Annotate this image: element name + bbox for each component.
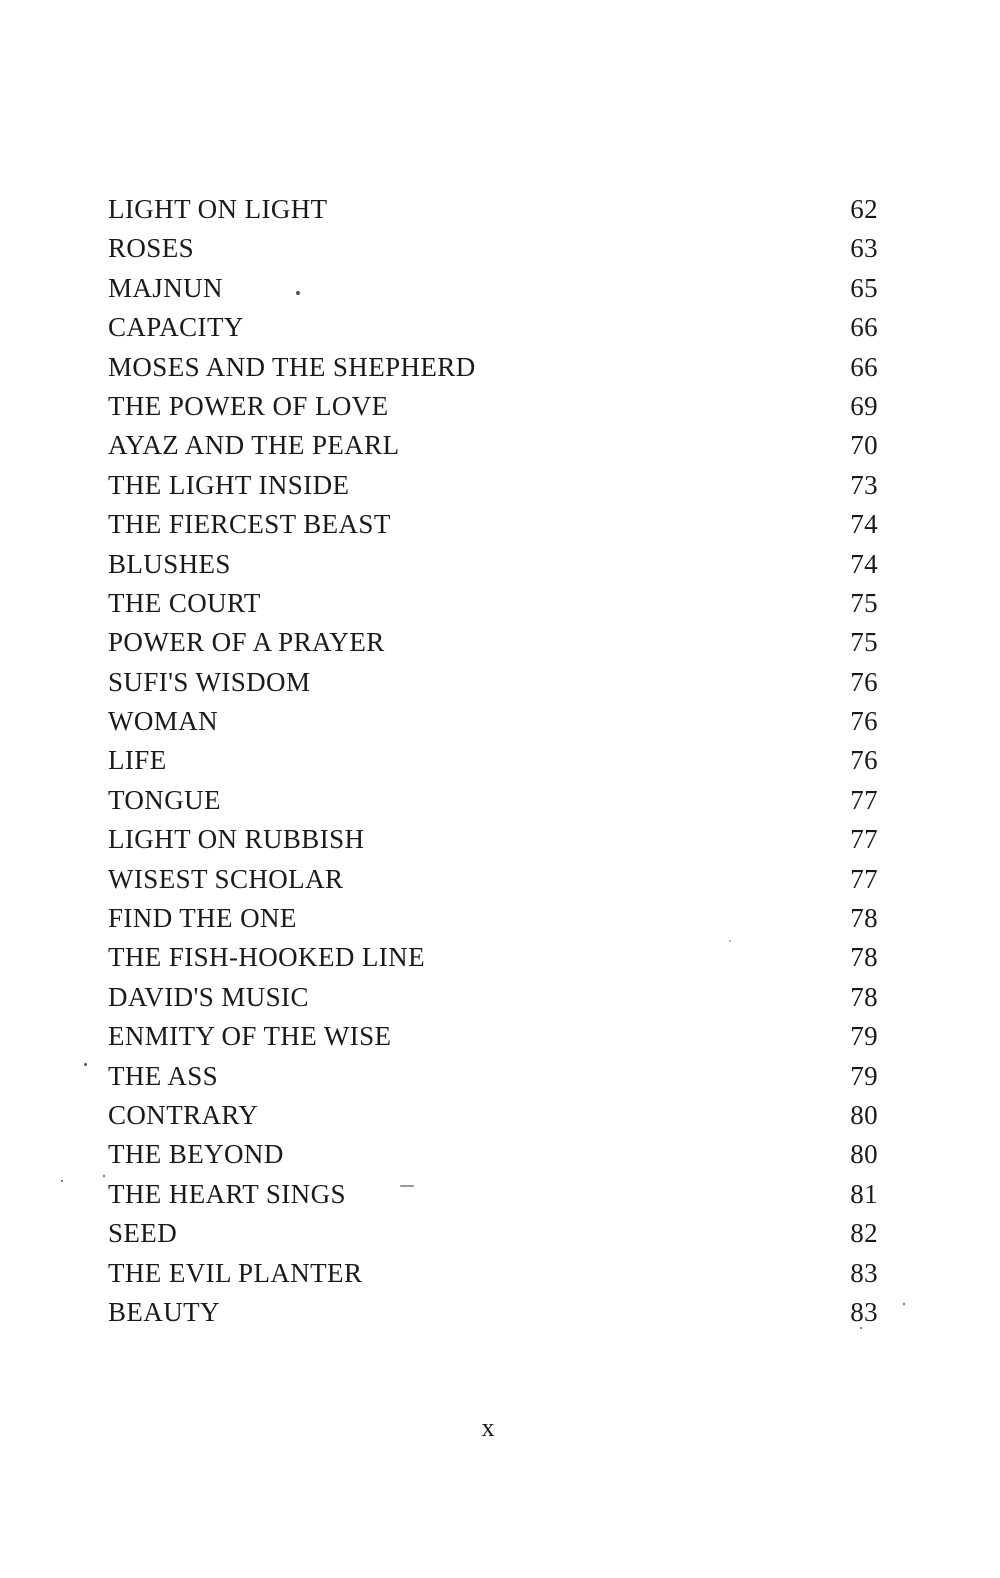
toc-entry	[108, 1017, 878, 1056]
toc-entry-page-number: 70	[850, 430, 878, 461]
toc-entry	[108, 1214, 878, 1253]
scan-speck	[400, 1185, 414, 1187]
toc-entry	[108, 1175, 878, 1214]
toc-entry-title: AYAZ AND THE PEARL	[108, 430, 400, 461]
toc-entry	[108, 820, 878, 859]
toc-entry-page-number: 66	[850, 312, 878, 343]
toc-entry-page-number: 75	[850, 587, 878, 618]
toc-entry-title: THE EVIL PLANTER	[108, 1257, 363, 1288]
toc-entry-title: BLUSHES	[108, 548, 231, 579]
toc-entry-page-number: 74	[850, 548, 878, 579]
toc-entry-title: LIGHT ON RUBBISH	[108, 824, 365, 855]
toc-entry	[108, 663, 878, 702]
toc-entry	[108, 1254, 878, 1293]
toc-entry-title: POWER OF A PRAYER	[108, 627, 385, 658]
toc-entry	[108, 1096, 878, 1135]
toc-entry	[108, 702, 878, 741]
toc-entry-title: BEAUTY	[108, 1296, 220, 1327]
toc-entry-title: SUFI'S WISDOM	[108, 666, 311, 697]
toc-entry-page-number: 76	[850, 745, 878, 776]
toc-entry-title: TONGUE	[108, 784, 221, 815]
toc-entry-page-number: 77	[850, 784, 878, 815]
toc-entry-title: FIND THE ONE	[108, 903, 297, 934]
page-number: x	[481, 1413, 495, 1442]
toc-entry-title: THE LIGHT INSIDE	[108, 469, 350, 500]
toc-entry-page-number: 76	[850, 706, 878, 737]
toc-entry-page-number: 82	[850, 1218, 878, 1249]
toc-entry-page-number: 73	[850, 469, 878, 500]
scan-speck	[103, 1175, 105, 1177]
toc-entry	[108, 387, 878, 426]
toc-entry-page-number: 79	[850, 1021, 878, 1052]
toc-entry-page-number: 77	[850, 863, 878, 894]
toc-entry-title: CAPACITY	[108, 312, 244, 343]
toc-entry-page-number: 74	[850, 509, 878, 540]
toc-entry	[108, 190, 878, 229]
toc-entry	[108, 978, 878, 1017]
scan-speck	[84, 1063, 87, 1066]
toc-entry-title: LIGHT ON LIGHT	[108, 194, 328, 224]
toc-entry-title: DAVID'S MUSIC	[108, 981, 309, 1012]
toc-entry-page-number: 77	[850, 824, 878, 855]
toc-entry-title: WOMAN	[108, 706, 218, 737]
toc-entry	[108, 466, 878, 505]
toc-entry-page-number: 75	[850, 627, 878, 658]
toc-entry	[108, 269, 878, 308]
toc-entry	[108, 545, 878, 584]
toc-entry-page-number: 62	[850, 194, 878, 224]
scan-speck	[903, 1303, 905, 1305]
toc-entry	[108, 1135, 878, 1174]
toc-entry-title: THE BEYOND	[108, 1139, 284, 1170]
toc-entry	[108, 229, 878, 268]
toc-entry-title: ROSES	[108, 233, 195, 264]
toc-entry-title: THE ASS	[108, 1060, 219, 1091]
toc-entry-page-number: 83	[850, 1296, 878, 1327]
toc-entry-title: CONTRARY	[108, 1099, 259, 1130]
toc-entry-title: ENMITY OF THE WISE	[108, 1021, 392, 1052]
toc-entry-title: THE HEART SINGS	[108, 1178, 346, 1209]
toc-entry	[108, 938, 878, 977]
toc-entry	[108, 426, 878, 465]
toc-entry	[108, 860, 878, 899]
toc-entry	[108, 505, 878, 544]
toc-entry-title: SEED	[108, 1218, 178, 1249]
toc-entry-title: MOSES AND THE SHEPHERD	[108, 351, 476, 382]
toc-entry-title: THE POWER OF LOVE	[108, 390, 389, 421]
toc-entry-page-number: 69	[850, 390, 878, 421]
toc-entry	[108, 348, 878, 387]
toc-entry-page-number: 83	[850, 1257, 878, 1288]
toc-entry-title: THE FISH-HOOKED LINE	[108, 942, 425, 973]
scan-speck	[860, 1327, 862, 1329]
toc-entry-page-number: 66	[850, 351, 878, 382]
toc-entry-page-number: 80	[850, 1139, 878, 1170]
toc-entry	[108, 741, 878, 780]
toc-entry	[108, 308, 878, 347]
toc-entry-page-number: 79	[850, 1060, 878, 1091]
toc-entry	[108, 781, 878, 820]
toc-entry-page-number: 76	[850, 666, 878, 697]
toc-entry-title: MAJNUN	[108, 272, 223, 303]
toc-entry	[108, 584, 878, 623]
toc-entry	[108, 899, 878, 938]
toc-entry-title: WISEST SCHOLAR	[108, 863, 344, 894]
toc-entry-page-number: 63	[850, 233, 878, 264]
toc-entry-title: THE FIERCEST BEAST	[108, 509, 391, 540]
toc-entry-page-number: 81	[850, 1178, 878, 1209]
table-of-contents	[108, 190, 878, 1332]
scan-speck	[296, 291, 300, 295]
toc-entry-title: LIFE	[108, 745, 167, 776]
toc-entry	[108, 623, 878, 662]
toc-entry-page-number: 80	[850, 1099, 878, 1130]
toc-entry	[108, 1057, 878, 1096]
scan-speck	[729, 940, 731, 942]
toc-entry-page-number: 78	[850, 981, 878, 1012]
toc-entry-title: THE COURT	[108, 587, 261, 618]
toc-entry-page-number: 78	[850, 942, 878, 973]
scan-speck	[61, 1180, 63, 1182]
toc-entry	[108, 1293, 878, 1332]
toc-entry-page-number: 65	[850, 272, 878, 303]
toc-entry-page-number: 78	[850, 903, 878, 934]
